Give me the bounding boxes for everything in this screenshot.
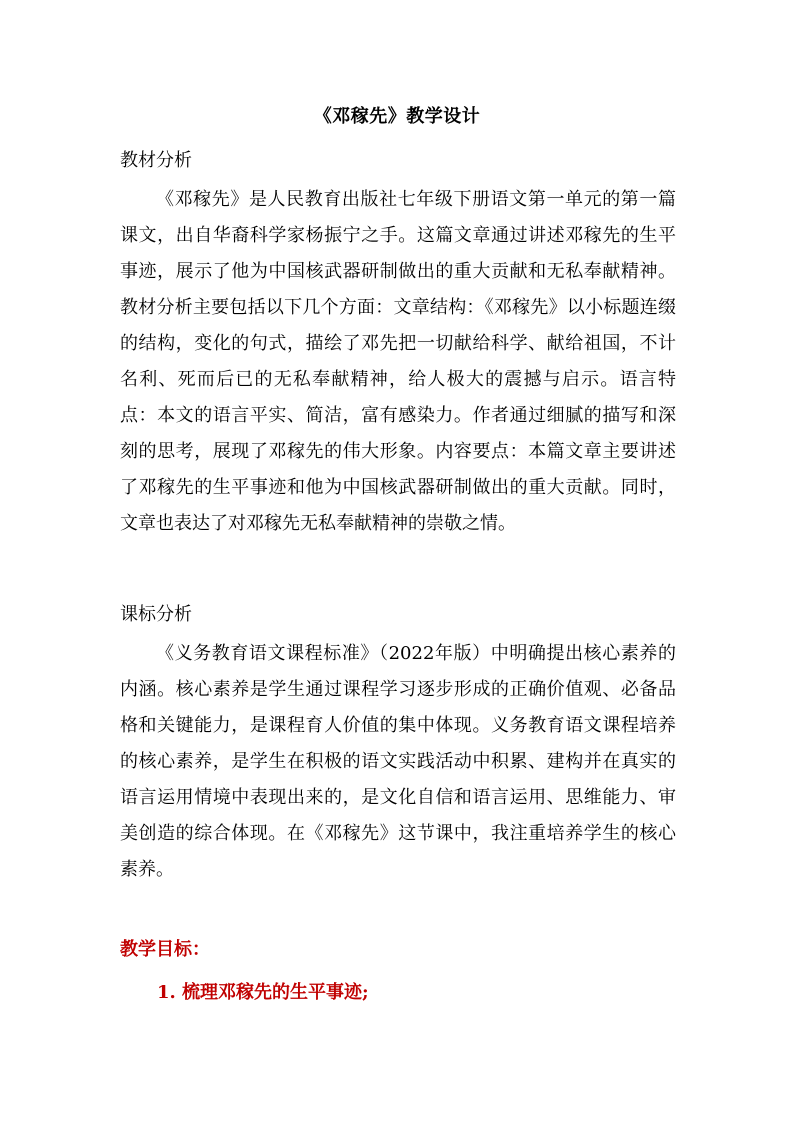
document-title: 《邓稼先》教学设计 (313, 106, 481, 127)
paragraph-textbook-analysis: 《邓稼先》是人民教育出版社七年级下册语文第一单元的第一篇课文，出自华裔科学家杨振宁之手。这篇文章通过讲述邓稼先的生平事迹，展示了他为中国核武器研制做出的重大贡献和无私奉献精神。教材分析主要包括以下几个方面：文章结构：《邓稼先》以小标题连缀的结构，变化的句式，描绘了邓先把一切献给科学、献给祖国，不计名利、死而后已的无私奉献精神，给人极大的震撼与启示。语言特点：本文的语言平实、简洁，富有感染力。作者通过细腻的描写和深刻的思考，展现了邓稼先的伟大形象。内容要点：本篇文章主要讲述了邓稼先的生平事迹和他为中国核武器研制做出的重大贡献。同时，文章也表达了对邓稼先无私奉献精神的崇敬之情。 (120, 189, 676, 534)
teaching-goal-item: 1. 梳理邓稼先的生平事迹; (157, 982, 369, 1003)
paragraph-curriculum-analysis: 《义务教育语文课程标准》（2022年版）中明确提出核心素养的内涵。核心素养是学生通过课程学习逐步形成的正确价值观、必备品格和关键能力，是课程育人价值的集中体现。义务教育语文课程培养的核心素养，是学生在积极的语文实践活动中积累、建构并在真实的语言运用情境中表现出来的，是文化自信和语言运用、思维能力、审美创造的综合体现。在《邓稼先》这节课中，我注重培养学生的核心素养。 (120, 643, 676, 880)
section-heading-textbook-analysis: 教材分析 (120, 150, 192, 171)
section-heading-teaching-goals: 教学目标： (120, 939, 210, 960)
section-heading-curriculum-analysis: 课标分析 (120, 604, 192, 625)
